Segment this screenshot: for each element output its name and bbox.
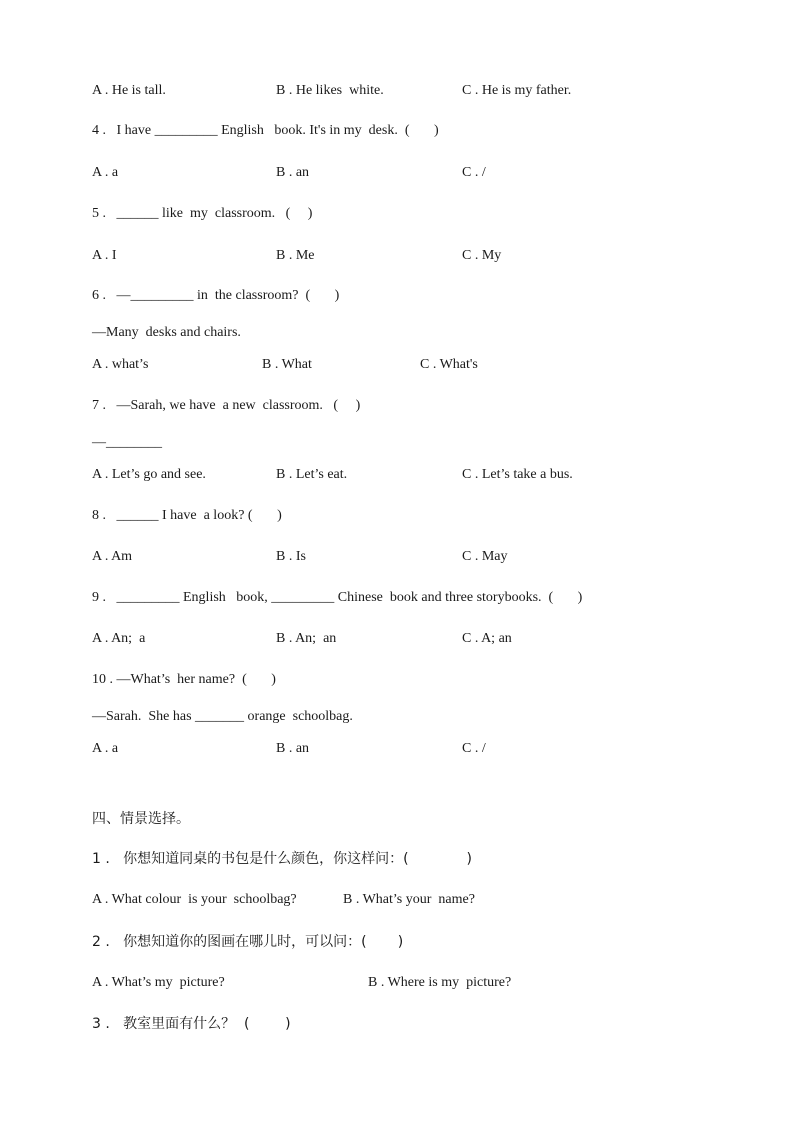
s4-q1-option-a[interactable]: A . What colour is your schoolbag? xyxy=(92,892,297,907)
q6-option-b[interactable]: B . What xyxy=(262,357,312,372)
q9-option-a[interactable]: A . An; a xyxy=(92,631,146,646)
s4-q2-option-b[interactable]: B . Where is my picture? xyxy=(368,975,512,990)
q3-option-a[interactable]: A . He is tall. xyxy=(92,83,166,98)
q8-question: 8 . ______ I have a look? ( ) xyxy=(92,508,282,523)
q6-option-c[interactable]: C . What's xyxy=(420,357,478,372)
q5-question: 5 . ______ like my classroom. ( ) xyxy=(92,206,313,221)
q6-option-a[interactable]: A . what’s xyxy=(92,357,149,372)
q7-response: —________ xyxy=(92,435,162,450)
q9-option-b[interactable]: B . An; an xyxy=(276,631,337,646)
q8-option-b[interactable]: B . Is xyxy=(276,549,306,564)
q10-response: —Sarah. She has _______ orange schoolbag. xyxy=(92,709,353,724)
s4-q3-question: 3 . 教室里面有什么？ ( ) xyxy=(92,1016,291,1032)
q7-option-a[interactable]: A . Let’s go and see. xyxy=(92,467,206,482)
q4-option-b[interactable]: B . an xyxy=(276,165,310,180)
q3-option-c[interactable]: C . He is my father. xyxy=(462,83,572,98)
q7-option-c[interactable]: C . Let’s take a bus. xyxy=(462,467,573,482)
q5-option-c[interactable]: C . My xyxy=(462,248,502,263)
q4-option-c[interactable]: C . / xyxy=(462,165,486,180)
s4-q1-question: 1 . 你想知道同桌的书包是什么颜色，你这样问：( ) xyxy=(92,851,472,867)
q10-question: 10 . —What’s her name? ( ) xyxy=(92,672,276,687)
q6-response: —Many desks and chairs. xyxy=(92,325,241,340)
q9-option-c[interactable]: C . A; an xyxy=(462,631,512,646)
q8-option-a[interactable]: A . Am xyxy=(92,549,133,564)
q4-question: 4 . I have _________ English book. It's in my desk. ( ) xyxy=(92,123,439,138)
q7-option-b[interactable]: B . Let’s eat. xyxy=(276,467,348,482)
q5-option-b[interactable]: B . Me xyxy=(276,248,315,263)
s4-q2-question: 2 . 你想知道你的图画在哪儿时，可以问：( ) xyxy=(92,934,404,950)
q5-option-a[interactable]: A . I xyxy=(92,248,117,263)
q10-option-b[interactable]: B . an xyxy=(276,741,310,756)
q9-question: 9 . _________ English book, _________ Chinese book and three storybooks. ( ) xyxy=(92,590,583,605)
section4-title: 四、情景选择。 xyxy=(92,811,190,827)
q7-question: 7 . —Sarah, we have a new classroom. ( ) xyxy=(92,398,361,413)
q3-option-b[interactable]: B . He likes white. xyxy=(276,83,384,98)
s4-q2-option-a[interactable]: A . What’s my picture? xyxy=(92,975,225,990)
q4-option-a[interactable]: A . a xyxy=(92,165,119,180)
q10-option-c[interactable]: C . / xyxy=(462,741,486,756)
s4-q1-option-b[interactable]: B . What’s your name? xyxy=(343,892,475,907)
q10-option-a[interactable]: A . a xyxy=(92,741,119,756)
q8-option-c[interactable]: C . May xyxy=(462,549,508,564)
q6-question: 6 . —_________ in the classroom? ( ) xyxy=(92,288,340,303)
